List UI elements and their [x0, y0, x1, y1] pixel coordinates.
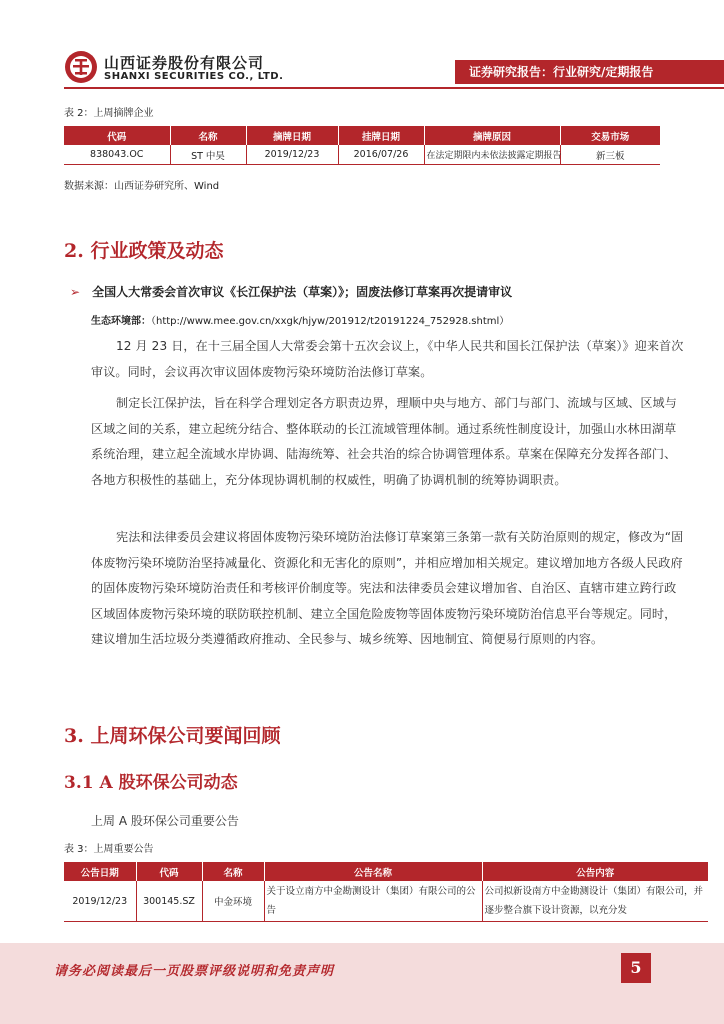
table-cell: 2016/07/26: [338, 145, 424, 165]
delisted-companies-table: [64, 126, 660, 165]
table-row: [64, 145, 660, 165]
disclaimer-note: 请务必阅读最后一页股票评级说明和免责声明: [54, 964, 335, 979]
table-header-cell: 名称: [170, 126, 246, 145]
table-header-cell: 摘牌原因: [424, 126, 560, 145]
table-cell: 838043.OC: [64, 145, 170, 165]
arrow-bullet-icon: ➢: [70, 285, 81, 299]
table-cell: 中金环境: [202, 881, 264, 922]
table-cell: 300145.SZ: [136, 881, 202, 922]
announcements-table: [64, 862, 708, 922]
table-header-row: [64, 862, 708, 881]
table-header-cell: 挂牌日期: [338, 126, 424, 145]
table-cell: 在法定期限内未依法披露定期报告: [424, 145, 560, 165]
table-row: [64, 881, 708, 922]
table-cell: ST 中昊: [170, 145, 246, 165]
section-intro-text: 上周 A 股环保公司重要公告: [91, 814, 239, 828]
table-cell: 新三板: [560, 145, 660, 165]
body-paragraph: 宪法和法律委员会建议将固体废物污染环境防治法修订草案第三条第一款有关防治原则的规定，修改为“固体废物污染环境防治坚持减量化、资源化和无害化的原则”，并相应增加相关规定。建议增加地方各级人民政府的固体废物污染环境防治责任和考核评价制度等。宪法和法律委员会建议增加省、自治区、直辖市建立跨行政区域固体废物污染环境的联防联控机制、建立全国危险废物等固体废物污染环境防治信息平台等规定。同时，建议增加生活垃圾分类遵循政府推动、全民参与、城乡统筹、因地制宜、简便易行原则的内容。: [91, 530, 684, 647]
table-cell: 公司拟新设南方中金勘测设计（集团）有限公司，并逐步整合旗下设计资源，以充分发: [482, 881, 708, 922]
table-header-cell: 摘牌日期: [246, 126, 338, 145]
table-header-cell: 公告内容: [482, 862, 708, 881]
table2-caption: 表 2：上周摘牌企业: [64, 108, 154, 119]
news-headline-text: 全国人大常委会首次审议《长江保护法（草案）》；固废法修订草案再次提请审议: [92, 285, 513, 299]
footer-band: [0, 943, 724, 1024]
table-header-cell: 交易市场: [560, 126, 660, 145]
page-number: 5: [621, 953, 651, 983]
body-paragraph: 12 月 23 日，在十三届全国人大常委会第十五次会议上，《中华人民共和国长江保护法（草案）》迎来首次审议。同时，会议再次审议固体废物污染环境防治法修订草案。: [91, 339, 684, 379]
table-header-cell: 公告日期: [64, 862, 136, 881]
table3-caption: 表 3：上周重要公告: [64, 844, 154, 855]
data-source-note: 数据来源：山西证券研究所、Wind: [64, 181, 220, 192]
report-type-banner: 证券研究报告：行业研究/定期报告: [455, 60, 724, 84]
section-3-heading: 3. 上周环保公司要闻回顾: [64, 725, 281, 747]
news-source: [91, 312, 509, 327]
table-header-cell: 代码: [136, 862, 202, 881]
table-header-cell: 公告名称: [264, 862, 482, 881]
source-label: 生态环境部：: [91, 316, 151, 327]
company-name-en: SHANXI SECURITIES CO., LTD.: [104, 71, 284, 82]
body-paragraph: 制定长江保护法，旨在科学合理划定各方职责边界，理顺中央与地方、部门与部门、流域与区域、区域与区域之间的关系，建立起统分结合、整体联动的长江流域管理体制。通过系统性制度设计，加强山水林田湖草系统治理，建立起全流域水岸协调、陆海统筹、社会共治的综合协调管理体系。草案在保障充分发挥各部门、各地方积极性的基础上，充分体现协调机制的权威性，明确了协调机制的统筹协调职责。: [91, 396, 677, 487]
company-logo-icon: [64, 50, 98, 84]
table-header-cell: 代码: [64, 126, 170, 145]
table-cell: 2019/12/23: [64, 881, 136, 922]
company-name-cn: 山西证券股份有限公司: [104, 54, 265, 72]
source-url-link[interactable]: （http://www.mee.gov.cn/xxgk/hjyw/201912/t20191224_752928.shtml）: [151, 316, 510, 327]
table-header-cell: 名称: [202, 862, 264, 881]
table-header-row: [64, 126, 660, 145]
section-3-1-heading: 3.1 A 股环保公司动态: [64, 773, 238, 793]
table-cell: 关于设立南方中金勘测设计（集团）有限公司的公告: [264, 881, 482, 922]
news-headline: [70, 283, 512, 300]
header-divider: [64, 87, 724, 89]
section-2-heading: 2. 行业政策及动态: [64, 240, 224, 262]
table-cell: 2019/12/23: [246, 145, 338, 165]
